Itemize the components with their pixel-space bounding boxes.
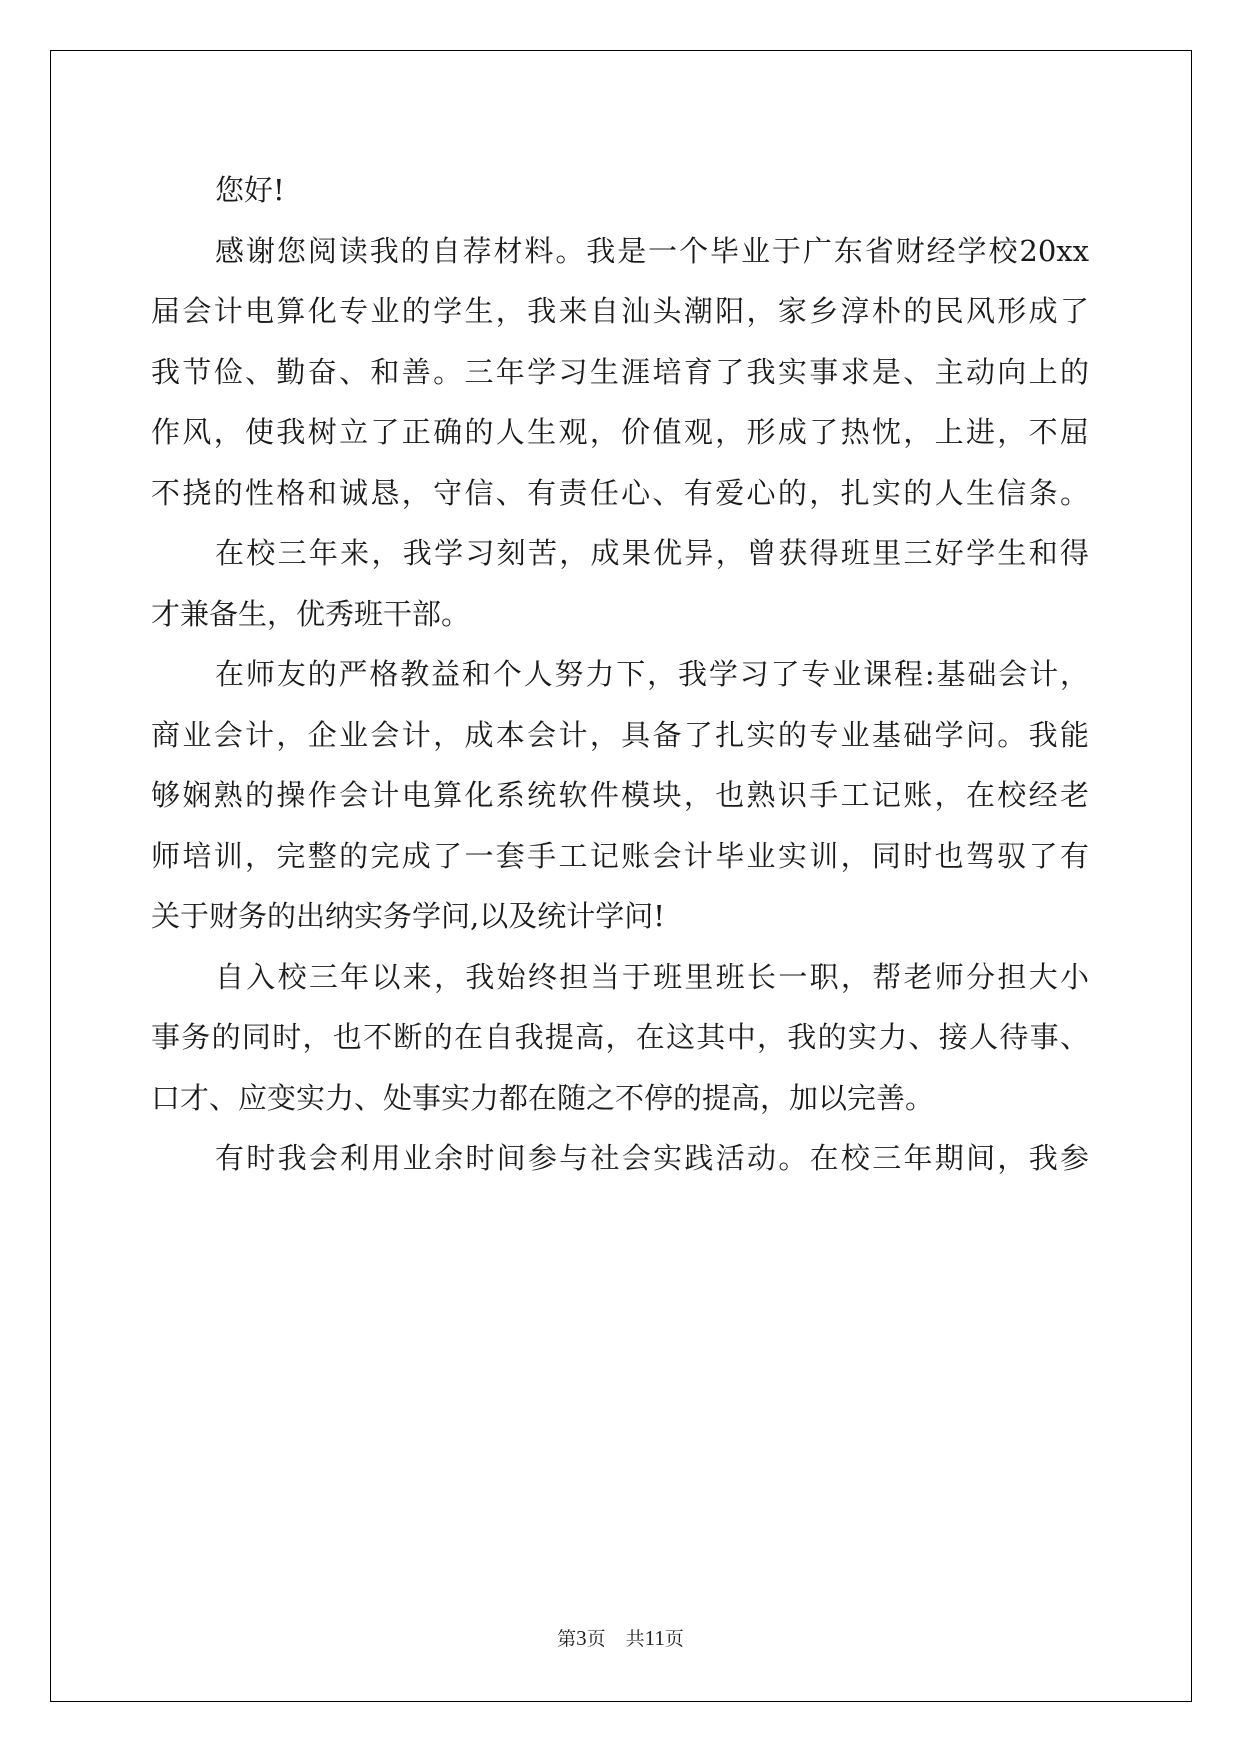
text-line: 自入校三年以来，我始终担当于班里班长一职，帮老师分担大小 [215, 959, 1089, 994]
text-line: 感谢您阅读我的自荐材料。我是一个毕业于广东省财经学校20xx [215, 233, 1089, 268]
text-line: 师培训，完整的完成了一套手工记账会计毕业实训，同时也驾驭了有 [151, 838, 1089, 873]
text-line: 在校三年来，我学习刻苦，成果优异，曾获得班里三好学生和得 [215, 536, 1089, 570]
text-line: 届会计电算化专业的学生，我来自汕头潮阳，家乡淳朴的民风形成了 [151, 294, 1089, 328]
text-line: 才兼备生，优秀班干部。 [151, 596, 471, 631]
text-line: 够娴熟的操作会计电算化系统软件模块，也熟识手工记账，在校经老 [151, 778, 1089, 812]
text-line: 事务的同时，也不断的在自我提高，在这其中，我的实力、接人待事、 [151, 1020, 1089, 1054]
text-line: 您好! [215, 173, 285, 207]
page-suffix: 页 [586, 1628, 606, 1650]
page-prefix: 第 [557, 1628, 577, 1650]
document-body [151, 160, 1089, 1189]
total-prefix: 共 [625, 1628, 645, 1650]
text-line: 不挠的性格和诚恳，守信、有责任心、有爱心的，扎实的人生信条。 [151, 475, 1089, 510]
text-line: 关于财务的出纳实务学问,以及统计学问! [151, 899, 665, 933]
text-line: 有时我会利用业余时间参与社会实践活动。在校三年期间，我参 [215, 1141, 1089, 1175]
page-footer [0, 1624, 1241, 1651]
page-number: 3 [576, 1626, 587, 1650]
text-line: 作风，使我树立了正确的人生观，价值观，形成了热忱，上进，不屈 [151, 415, 1089, 449]
text-line: 我节俭、勤奋、和善。三年学习生涯培育了我实事求是、主动向上的 [151, 354, 1089, 389]
total-suffix: 页 [664, 1628, 684, 1650]
total-pages: 11 [644, 1626, 665, 1650]
text-line: 在师友的严格教益和个人努力下，我学习了专业课程:基础会计， [215, 657, 1089, 691]
text-line: 商业会计，企业会计，成本会计，具备了扎实的专业基础学问。我能 [151, 717, 1089, 752]
text-line: 口才、应变实力、处事实力都在随之不停的提高，加以完善。 [151, 1080, 935, 1115]
